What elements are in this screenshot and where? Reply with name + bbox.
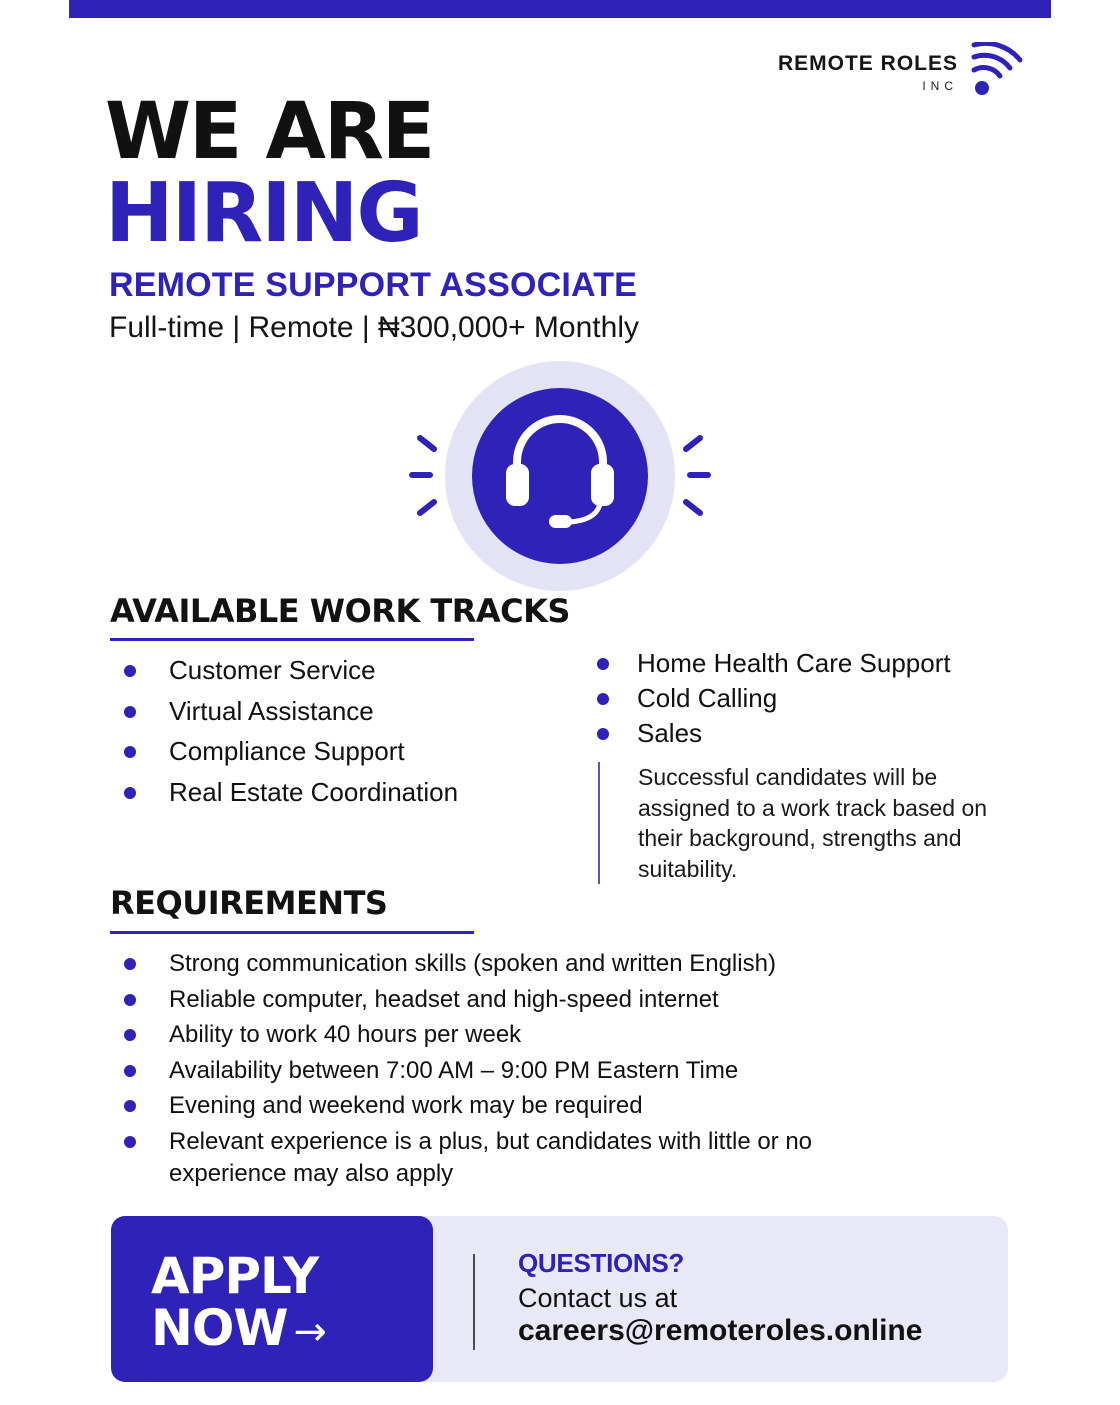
requirements-underline [110,931,474,934]
job-meta: Full-time | Remote | ₦300,000+ Monthly [109,311,639,344]
tracks-heading: AVAILABLE WORK TRACKS [110,592,570,630]
list-item: Reliable computer, headset and high-speed internet [112,984,872,1016]
bullet-icon [124,665,136,677]
list-item: Virtual Assistance [112,691,458,732]
requirements-list [112,948,872,1193]
cta-divider [473,1254,475,1350]
hiring-headline [105,87,434,261]
bullet-icon [597,658,609,670]
list-item: Evening and weekend work may be required [112,1090,872,1122]
contact-label: Contact us at [518,1283,678,1313]
list-item: Home Health Care Support [597,646,951,681]
tracks-note: Successful candidates will be assigned to a work track based on their background, strengths and suitability. [598,762,1008,884]
bullet-icon [124,1029,136,1041]
bullet-icon [124,994,136,1006]
bullet-icon [124,1136,136,1148]
bullet-icon [124,787,136,799]
bullet-icon [124,706,136,718]
contact-email-link[interactable]: careers@remoteroles.online [518,1314,923,1347]
requirements-heading: REQUIREMENTS [110,884,388,922]
list-item: Strong communication skills (spoken and written English) [112,948,872,980]
list-item: Customer Service [112,650,458,691]
tracks-list-left [112,650,458,812]
headset-icon [400,358,720,594]
headline-line-2: HIRING [105,166,422,261]
list-item: Availability between 7:00 AM – 9:00 PM Eastern Time [112,1055,872,1087]
bullet-icon [124,1065,136,1077]
questions-heading: QUESTIONS? [518,1248,685,1278]
top-accent-bar [69,0,1051,18]
list-item: Ability to work 40 hours per week [112,1019,872,1051]
apply-label-line-2: NOW [151,1299,288,1357]
wifi-signal-icon [970,42,1024,98]
list-item: Relevant experience is a plus, but candidates with little or no experience may also apply [112,1126,872,1190]
bullet-icon [124,958,136,970]
bullet-icon [124,1100,136,1112]
apply-now-button[interactable] [111,1216,433,1382]
brand-name: REMOTE ROLES [777,52,958,75]
apply-label-line-1: APPLY [151,1247,319,1305]
list-item: Compliance Support [112,731,458,772]
list-item: Cold Calling [597,681,951,716]
arrow-right-icon: → [293,1309,327,1355]
brand-suffix: INC [922,79,958,94]
headline-line-1: WE ARE [105,87,434,177]
tracks-underline [110,638,474,641]
bullet-icon [124,746,136,758]
bullet-icon [597,693,609,705]
bullet-icon [597,728,609,740]
list-item: Sales [597,716,951,751]
brand-logo [778,42,1024,98]
list-item: Real Estate Coordination [112,772,458,813]
tracks-list-right [597,646,951,751]
job-title: REMOTE SUPPORT ASSOCIATE [109,266,638,304]
